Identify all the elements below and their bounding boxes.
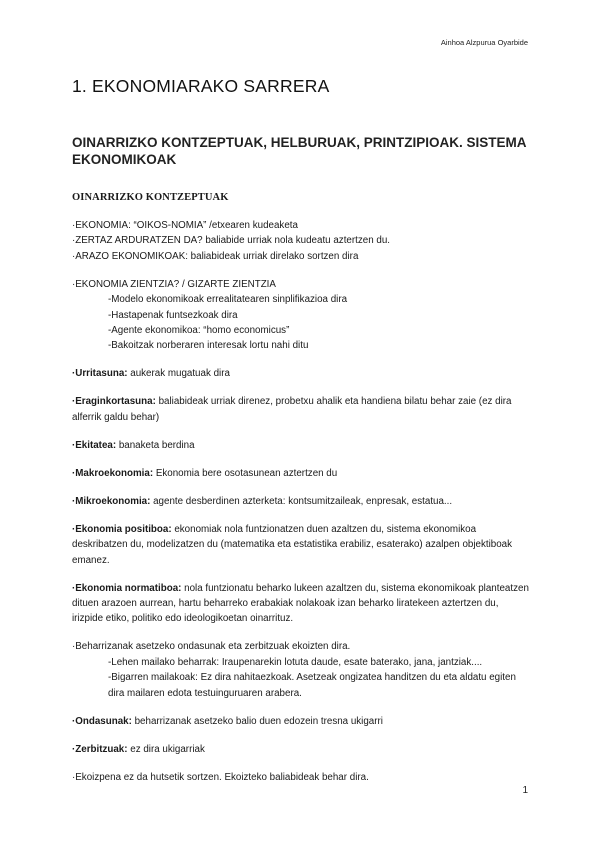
definition-zerbitzuak — [72, 742, 532, 757]
definition-mikroekonomia — [72, 494, 532, 509]
definition-term: ·Ekonomia positiboa: — [72, 523, 172, 535]
definition-text: banaketa berdina — [116, 439, 195, 451]
definition-term: ·Ondasunak: — [72, 715, 132, 727]
definition-term: ·Urritasuna: — [72, 368, 128, 380]
definition-term: ·Ekonomia normatiboa: — [72, 582, 182, 594]
definition-text: baliabideak urriak direnez, probetxu ahalik eta handiena bilatu behar zaie (ez dira alferrik galdu behar) — [72, 396, 512, 423]
definition-text: beharrizanak asetzeko balio duen edozein tresna ukigarri — [131, 715, 383, 727]
definition-term: ·Ekitatea: — [72, 439, 117, 451]
list-item: -Bakoitzak norberaren interesak lortu nahi ditu — [108, 340, 309, 352]
definition-ekonomia-positiboa — [72, 522, 532, 568]
author-name: Ainhoa Alzpurua Oyarbide — [440, 38, 528, 47]
definition-text: ez dira ukigarriak — [127, 743, 205, 755]
definition-term: ·Makroekonomia: — [72, 467, 154, 479]
definition-term: ·Mikroekonomia: — [72, 495, 151, 507]
science-group — [72, 277, 532, 354]
needs-group — [72, 639, 532, 701]
list-item: -Bigarren mailakoak: Ez dira nahitaezkoak. Asetzeak ongizatea handitzen du eta aldatu egiten dira mailaren edota testuinguruaren arabera. — [108, 672, 516, 699]
paragraph: ·Beharrizanak asetzeko ondasunak eta zerbitzuak ekoizten dira. — [72, 641, 351, 653]
list-item: -Hastapenak funtsezkoak dira — [108, 309, 238, 321]
definition-term: ·Eraginkortasuna: — [72, 396, 156, 408]
section-heading: OINARRIZKO KONTZEPTUAK — [72, 192, 229, 203]
definition-ekonomia-normatiboa — [72, 581, 532, 627]
paragraph: ·ARAZO EKONOMIKOAK: baliabideak urriak direlako sortzen dira — [72, 250, 359, 262]
page-number: 1 — [522, 785, 528, 796]
paragraph: ·EKONOMIA ZIENTZIA? / GIZARTE ZIENTZIA — [72, 278, 276, 290]
definition-term: ·Zerbitzuak: — [72, 743, 128, 755]
page-title: 1. EKONOMIARAKO SARRERA — [72, 76, 330, 96]
list-item: -Agente ekonomikoa: “homo economicus” — [108, 325, 290, 337]
definition-text: nola funtzionatu beharko lukeen azaltzen du, sistema ekonomikoak planteatzen dituen arazoen aurrean, hartu beharreko erabakiak nolakoak izan beharko liratekeen aztertzen du, irizpide etiko, politiko edo ideologikoetan oinarrituz. — [72, 582, 529, 625]
basic-concepts-group — [72, 218, 532, 264]
definition-ondasunak — [72, 714, 532, 729]
definition-makroekonomia — [72, 466, 532, 481]
definition-eraginkortasuna — [72, 394, 532, 425]
document-body — [72, 218, 532, 798]
definition-urritasuna — [72, 366, 532, 381]
page-subtitle: OINARRIZKO KONTZEPTUAK, HELBURUAK, PRINTZIPIOAK. SISTEMA EKONOMIKOAK — [72, 135, 526, 167]
definition-text: aukerak mugatuak dira — [127, 368, 230, 380]
paragraph: ·EKONOMIA: “OIKOS-NOMIA” /etxearen kudeaketa — [72, 220, 298, 231]
closing-paragraph: ·Ekoizpena ez da hutsetik sortzen. Ekoizteko baliabideak behar dira. — [72, 771, 369, 783]
definition-text: ekonomiak nola funtzionatzen duen azaltzen du, sistema ekonomikoa deskribatzen du, modelizatzen du (matematika eta estatistika erabiliz, esaterako) azalpen objektiboak emanez. — [72, 523, 513, 566]
definition-ekitatea — [72, 438, 532, 453]
definition-text: agente desberdinen azterketa: kontsumitzaileak, enpresak, estatua... — [150, 495, 453, 507]
list-item: -Modelo ekonomikoak errealitatearen sinplifikazioa dira — [108, 294, 348, 306]
paragraph: ·ZERTAZ ARDURATZEN DA? baliabide urriak nola kudeatu aztertzen du. — [72, 235, 390, 247]
list-item: -Lehen mailako beharrak: Iraupenarekin lotuta daude, esate baterako, jana, jantziak.... — [108, 656, 483, 668]
definition-text: Ekonomia bere osotasunean aztertzen du — [153, 467, 338, 479]
